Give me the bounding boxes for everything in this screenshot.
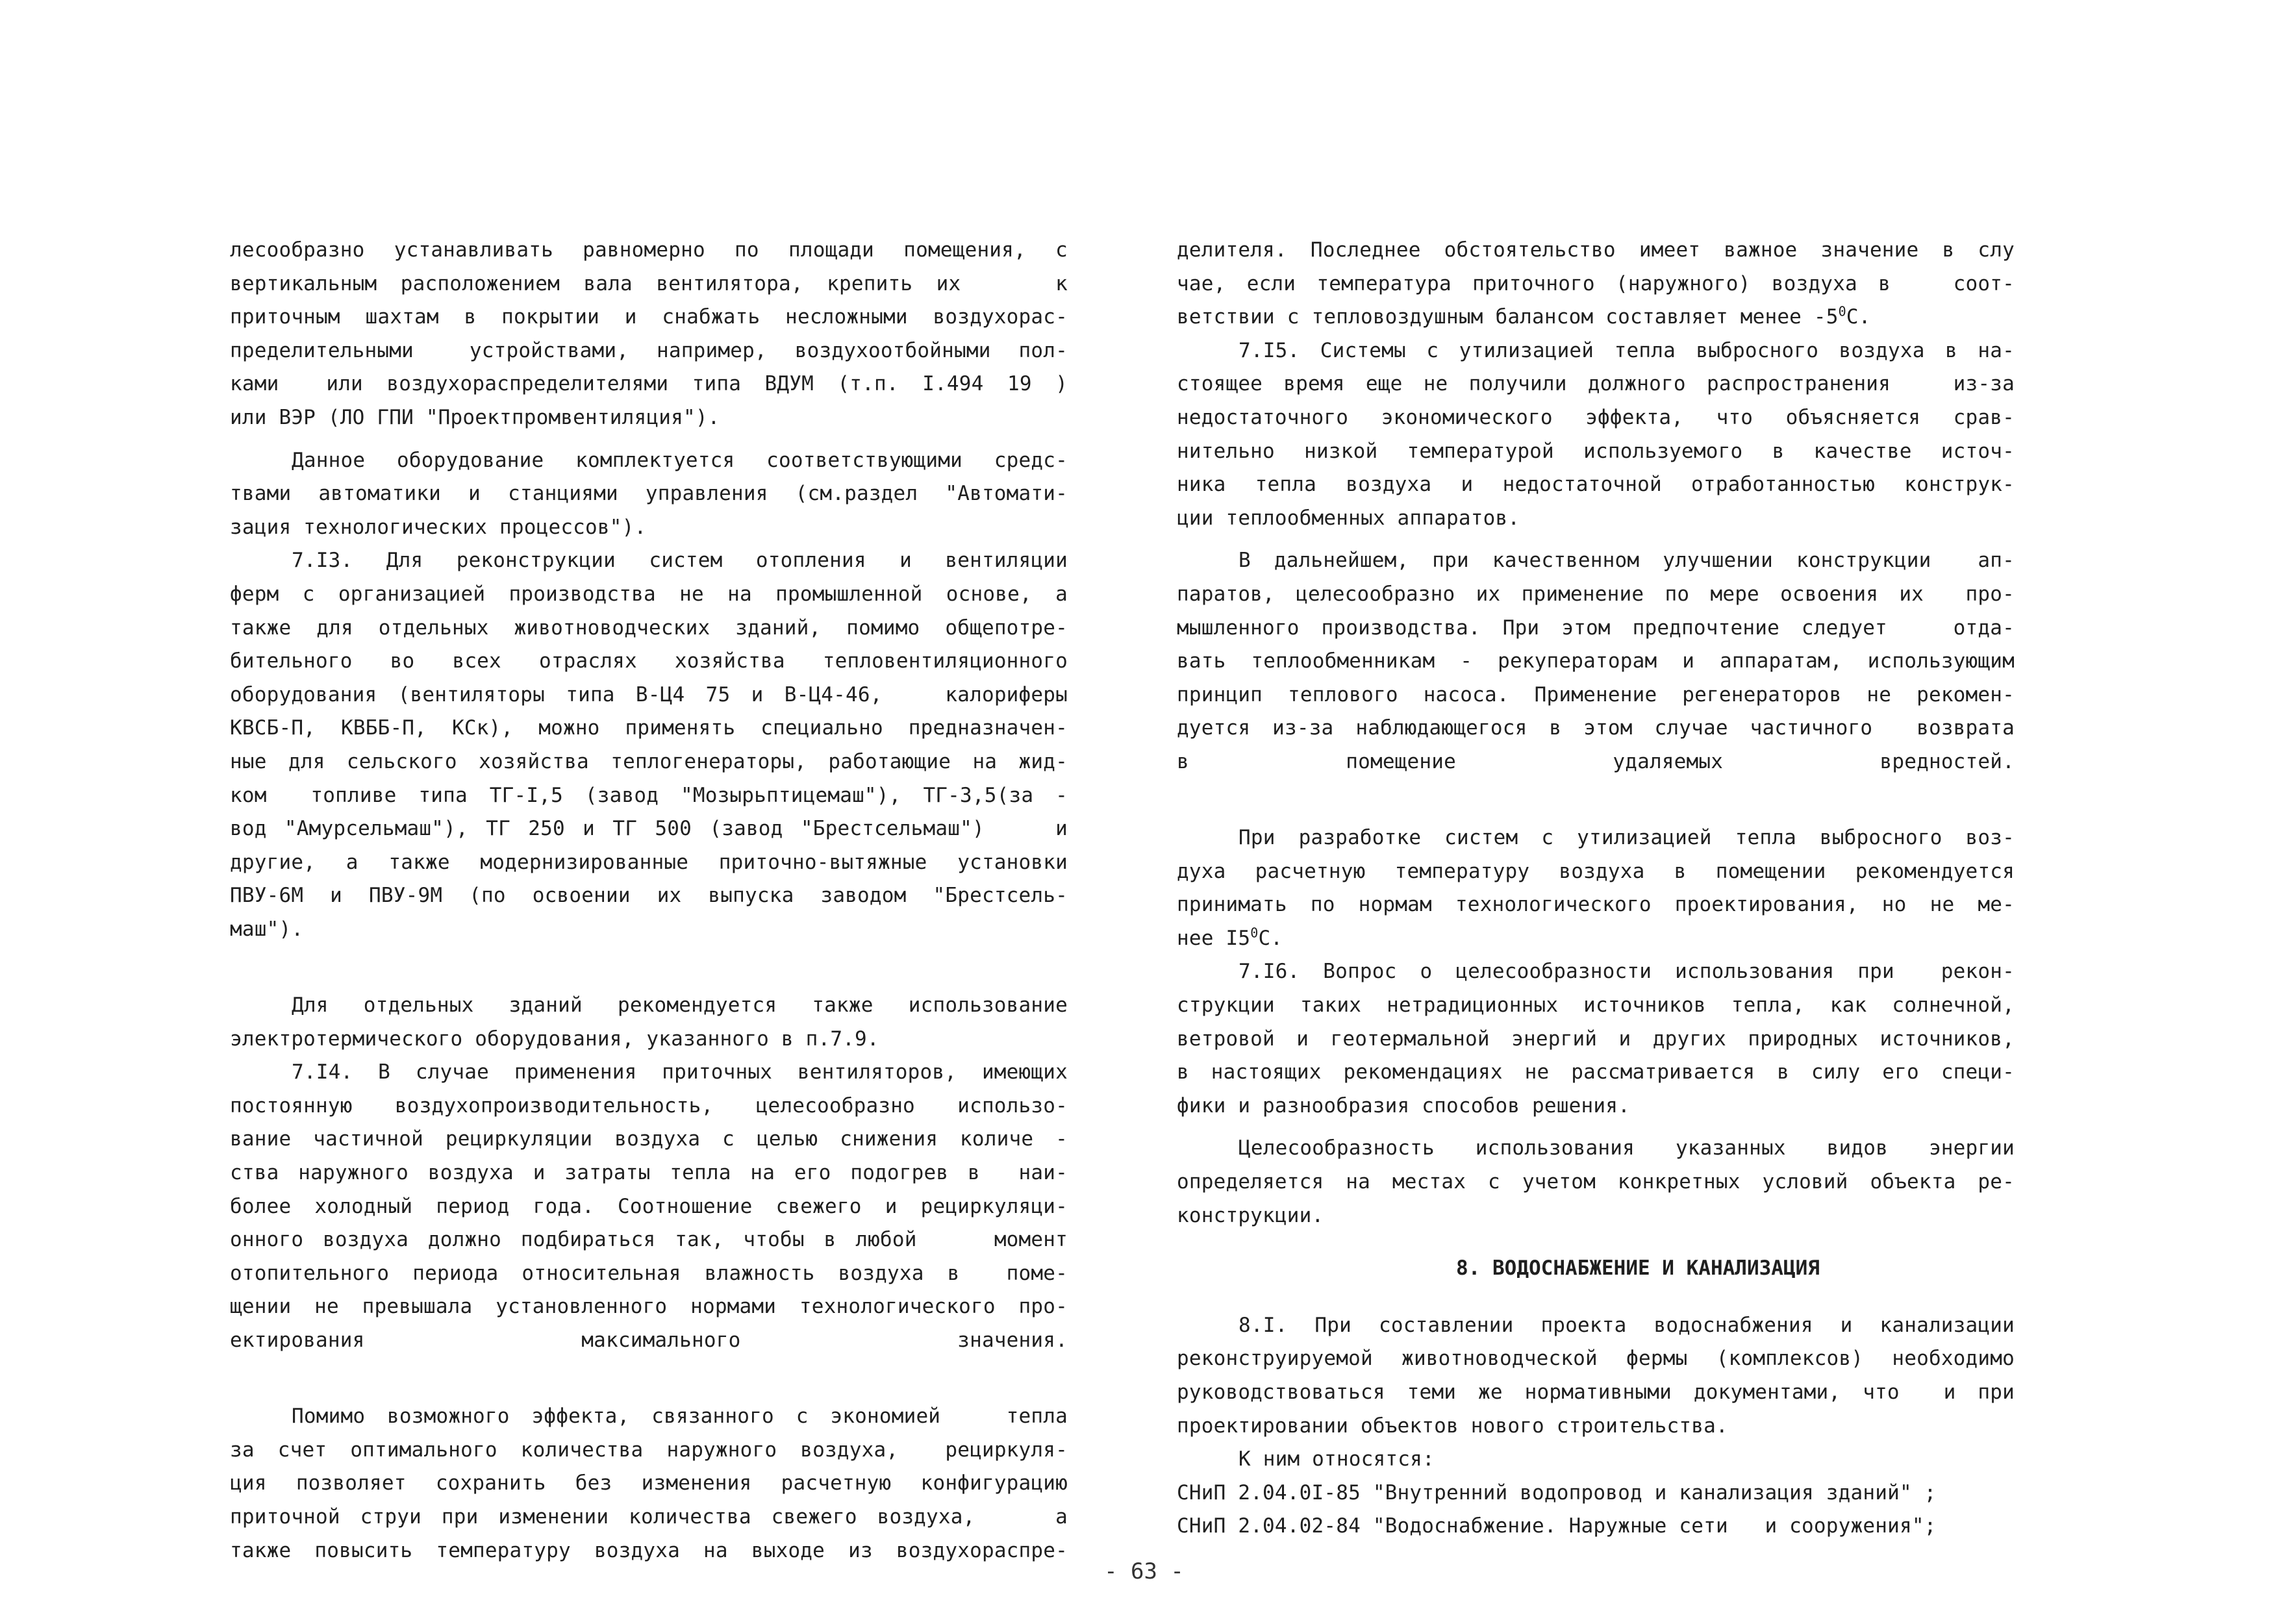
- text-line: приточной струи при изменении количества свежего воздуха, а: [230, 1505, 1068, 1529]
- page-number: - 63 -: [1104, 1558, 1184, 1584]
- text-line: также повысить температуру воздуха на выходе из воздухораспре-: [230, 1538, 1068, 1562]
- text-line: пределительными устройствами, например, воздухоотбойными пол-: [230, 338, 1068, 362]
- text-line: ектирования максимального значения.: [230, 1329, 1068, 1352]
- text-line: К ним относятся:: [1238, 1447, 1435, 1471]
- text-line: СНиП 2.04.02-84 "Водоснабжение. Наружные сети и сооружения";: [1177, 1514, 1937, 1538]
- section-heading: 8. ВОДОСНАБЖЕНИЕ И КАНАЛИЗАЦИЯ: [1456, 1256, 1820, 1280]
- text-line: СНиП 2.04.0I-85 "Внутренний водопровод и канализация зданий" ;: [1177, 1480, 1937, 1505]
- text-line: вание частичной рециркуляции воздуха с целью снижения количе -: [230, 1127, 1068, 1151]
- text-line: ства наружного воздуха и затраты тепла на его подогрев в наи-: [230, 1161, 1068, 1185]
- text-line: 7.I4. В случае применения приточных вентиляторов, имеющих: [292, 1060, 1068, 1084]
- text-line: нее $I5^0С$.: [1177, 925, 1283, 950]
- text-line: Для отдельных зданий рекомендуется также использование: [292, 993, 1068, 1018]
- text-line: дуется из-за наблюдающегося в этом случае частичного возврата: [1177, 716, 2015, 740]
- text-line: нительно низкой температурой используемого в качестве источ-: [1177, 439, 2015, 463]
- text-line: Целесообразность использования указанных видов энергии: [1238, 1136, 2015, 1160]
- text-line: в помещение удаляемых вредностей.: [1177, 749, 2015, 773]
- text-line: щении не превышала установленного нормами технологического про-: [230, 1295, 1068, 1319]
- text-line: Помимо возможного эффекта, связанного с экономией тепла: [292, 1405, 1068, 1429]
- text-line: отопительного периода относительная влажность воздуха в поме-: [230, 1261, 1068, 1285]
- text-line: принцип теплового насоса. Применение регенераторов не рекомен-: [1177, 682, 2015, 706]
- text-line: ные для сельского хозяйства теплогенераторы, работающие на жид-: [230, 749, 1068, 773]
- text-line: оборудования (вентиляторы типа В-Ц4 75 и В-Ц4-46, калориферы: [230, 682, 1068, 706]
- right-column: [1177, 234, 2015, 1543]
- text-line: паратов, целесообразно их применение по мере освоения их про-: [1177, 582, 2015, 606]
- text-line: КВСБ-П, КВББ-П, КСк), можно применять специально предназначен-: [230, 716, 1068, 740]
- text-line: онного воздуха должно подбираться так, чтобы в любой момент: [230, 1228, 1068, 1252]
- text-line: твами автоматики и станциями управления (см.раздел "Автомати-: [230, 482, 1068, 506]
- text-line: ника тепла воздуха и недостаточной отработанностью конструк-: [1177, 473, 2015, 497]
- text-line: ция позволяет сохранить без изменения расчетную конфигурацию: [230, 1471, 1068, 1495]
- text-line: ПВУ-6М и ПВУ-9М (по освоении их выпуска заводом "Брестсель-: [230, 884, 1068, 908]
- text-line: более холодный период года. Соотношение свежего и рециркуляци-: [230, 1194, 1068, 1218]
- text-line: вертикальным расположением вала вентилятора, крепить их к: [230, 271, 1068, 295]
- text-line: постоянную воздухопроизводительность, целесообразно использо-: [230, 1093, 1068, 1118]
- text-line: стоящее время еще не получили должного распространения из-за: [1177, 372, 2015, 396]
- text-line: другие, а также модернизированные приточно-вытяжные установки: [230, 850, 1068, 874]
- text-line: ками или воздухораспределителями типа ВДУМ (т.п. I.494 19 ): [230, 372, 1068, 396]
- text-line: При разработке систем с утилизацией тепла выбросного воз-: [1238, 826, 2015, 850]
- text-line: [230, 946, 1068, 980]
- text-line: духа расчетную температуру воздуха в помещении рекомендуется: [1177, 859, 2015, 883]
- text-line: струкции таких нетрадиционных источников тепла, как солнечной,: [1177, 993, 2015, 1018]
- text-line: ветствии с тепловоздушным балансом составляет менее $-5^0С$.: [1177, 303, 1871, 329]
- text-line: конструкции.: [1177, 1203, 1324, 1227]
- text-line: [1177, 779, 2015, 813]
- text-line: также для отдельных животноводческих зданий, помимо общепотре-: [230, 616, 1068, 640]
- text-line: за счет оптимального количества наружного воздуха, рециркуля-: [230, 1438, 1068, 1462]
- text-line: приточным шахтам в покрытии и снабжать несложными воздухорас-: [230, 305, 1068, 329]
- text-line: вод "Амурсельмаш"), ТГ 250 и ТГ 500 (завод "Брестсельмаш") и: [230, 817, 1068, 841]
- text-line: определяется на местах с учетом конкретных условий объекта ре-: [1177, 1170, 2015, 1194]
- text-line: лесообразно устанавливать равномерно по площади помещения, с: [230, 238, 1068, 262]
- text-line: вать теплообменникам - рекуператорам и аппаратам, использующим: [1177, 649, 2015, 673]
- text-line: ции теплообменных аппаратов.: [1177, 506, 1520, 530]
- text-line: в настоящих рекомендациях не рассматривается в силу его специ-: [1177, 1060, 2015, 1084]
- text-line: или ВЭР (ЛО ГПИ "Проектпромвентиляция").: [230, 405, 720, 429]
- left-column: [230, 234, 1068, 1568]
- text-line: ком топливе типа ТГ-I,5 (завод "Мозырьптицемаш"), ТГ-3,5(за -: [230, 783, 1068, 807]
- text-line: недостаточного экономического эффекта, что объясняется срав-: [1177, 405, 2015, 429]
- text-line: делителя. Последнее обстоятельство имеет важное значение в слу: [1177, 238, 2015, 262]
- text-line: Данное оборудование комплектуется соответствующими средс-: [292, 448, 1068, 472]
- text-line: реконструируемой животноводческой фермы (комплексов) необходимо: [1177, 1347, 2015, 1371]
- text-line: В дальнейшем, при качественном улучшении конструкции ап-: [1238, 549, 2015, 573]
- text-line: фики и разнообразия способов решения.: [1177, 1093, 1630, 1118]
- text-line: проектировании объектов нового строительства.: [1177, 1414, 1728, 1438]
- text-line: чае, если температура приточного (наружного) воздуха в соот-: [1177, 271, 2015, 295]
- text-line: ветровой и геотермальной энергий и других природных источников,: [1177, 1027, 2015, 1051]
- text-line: принимать по нормам технологического проектирования, но не ме-: [1177, 893, 2015, 917]
- text-line: 7.I5. Системы с утилизацией тепла выбросного воздуха в на-: [1238, 338, 2015, 362]
- text-line: маш").: [230, 917, 304, 941]
- text-line: мышленного производства. При этом предпочтение следует отда-: [1177, 616, 2015, 640]
- text-line: 8.I. При составлении проекта водоснабжения и канализации: [1238, 1313, 2015, 1337]
- text-line: 7.I3. Для реконструкции систем отопления и вентиляции: [292, 549, 1068, 573]
- text-line: электротермического оборудования, указанного в п.7.9.: [230, 1027, 879, 1051]
- text-line: зация технологических процессов").: [230, 515, 647, 539]
- text-line: руководствоваться теми же нормативными документами, что и при: [1177, 1380, 2015, 1404]
- text-line: бительного во всех отраслях хозяйства тепловентиляционного: [230, 649, 1068, 673]
- text-line: 7.I6. Вопрос о целесообразности использования при рекон-: [1238, 960, 2015, 984]
- text-line: [230, 1358, 1068, 1392]
- text-line: ферм с организацией производства не на промышленной основе, а: [230, 582, 1068, 606]
